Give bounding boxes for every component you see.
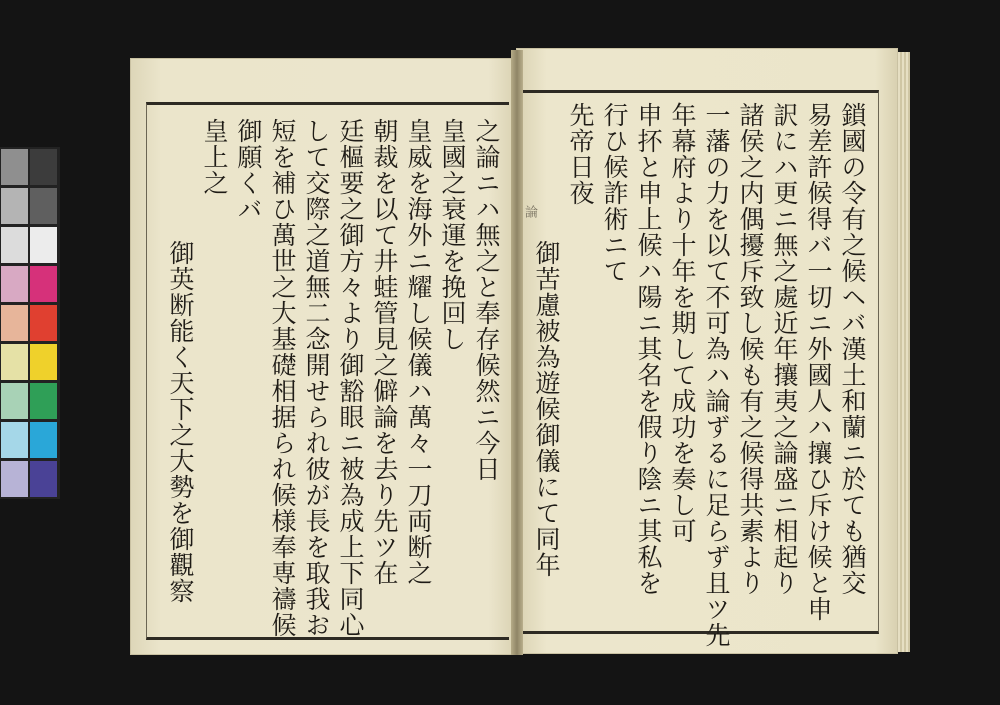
color-calibration-chart (0, 147, 60, 499)
left-column-4: 朝裁を以て井蛙管見之僻論を去り先ツ在 (370, 118, 399, 586)
color-swatch (30, 266, 57, 302)
left-column-6: して交際之道無二念開せられ彼が長を取我お (302, 118, 331, 638)
right-column-5: 一藩の力を以て不可為ハ論ずるに足らず且ツ先 (702, 102, 731, 648)
left-column-8: 御願くバ (234, 118, 263, 222)
left-column-7: 短を補ひ萬世之大基礎相据られ候様奉専禱候 (268, 118, 297, 638)
color-swatch (1, 266, 28, 302)
left-column-9: 皇上之 (200, 118, 229, 196)
gutter-text: 論 (522, 205, 537, 218)
color-swatch (1, 344, 28, 380)
left-column-10: 御英断能く天下之大勢を御觀察 (166, 240, 195, 604)
left-column-2: 皇國之衰運を挽回し (438, 118, 467, 352)
right-column-9: 先帝日夜 (566, 102, 595, 206)
color-swatch (30, 461, 57, 497)
color-swatch (30, 188, 57, 224)
color-swatch (1, 149, 28, 185)
right-column-6: 年幕府より十年を期して成功を奏し可 (668, 102, 697, 544)
left-column-1: 之論ニハ無之と奉存候然ニ今日 (472, 118, 501, 482)
right-column-10: 御苦慮被為遊候御儀にて同年 (532, 240, 561, 578)
color-swatch (1, 422, 28, 458)
color-swatch (30, 344, 57, 380)
color-swatch (1, 461, 28, 497)
book-spine (511, 50, 523, 655)
right-column-1: 鎖國の令有之候ヘバ漢土和蘭ニ於ても猶交 (838, 102, 867, 596)
right-column-2: 易差許候得バ一切ニ外國人ハ攘ひ斥け候と申 (804, 102, 833, 622)
right-column-3: 訳にハ更ニ無之處近年攘夷之論盛ニ相起り (770, 102, 799, 596)
right-column-4: 諸侯之内偶擾斥致し候も有之候得共素より (736, 102, 765, 596)
right-column-8: 行ひ候詐術ニて (600, 102, 629, 284)
color-swatch (1, 305, 28, 341)
color-swatch (1, 188, 28, 224)
color-swatch (1, 383, 28, 419)
color-swatch (30, 305, 57, 341)
color-swatch (30, 149, 57, 185)
open-book (118, 40, 918, 660)
left-column-3: 皇威を海外ニ耀し候儀ハ萬々一刀両断之 (404, 118, 433, 586)
color-swatch (30, 422, 57, 458)
color-swatch (30, 227, 57, 263)
left-column-5: 廷樞要之御方々より御豁眼ニ被為成上下同心 (336, 118, 365, 638)
color-swatch (30, 383, 57, 419)
color-swatch (1, 227, 28, 263)
right-column-7: 申抔と申上候ハ陽ニ其名を假り陰ニ其私を (634, 102, 663, 596)
